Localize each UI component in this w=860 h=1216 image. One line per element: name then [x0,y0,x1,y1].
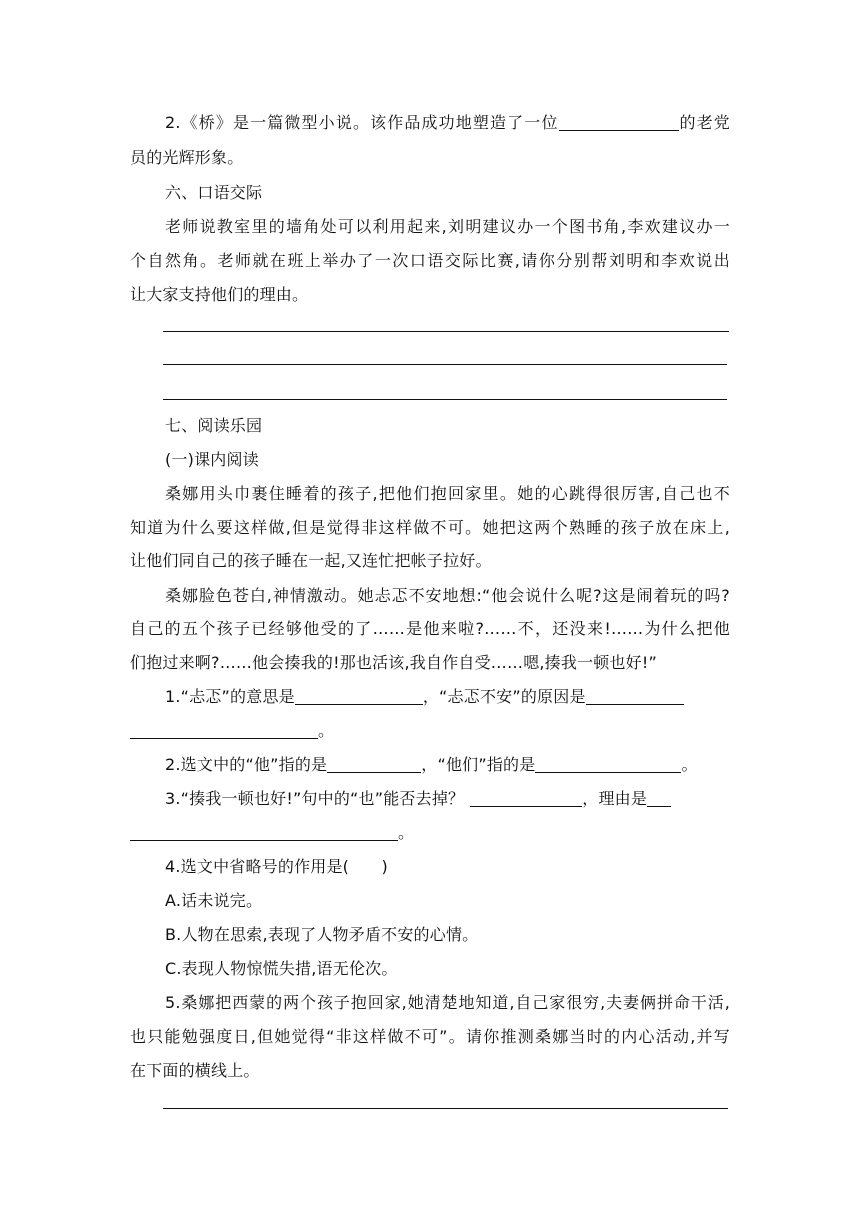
q7-1-period: 。 [318,721,335,740]
q7-3-text-b: ，理由是 [582,789,648,808]
q7-3-blank-yesno[interactable] [470,790,582,807]
passage-p1-line2: 知道为什么要这样做,但是觉得非这样做不可。她把这两个熟睡的孩子放在床上, [130,518,730,537]
q7-1-line1 [165,687,684,707]
q7-4-option-b[interactable]: B.人物在思索,表现了人物矛盾不安的心情。 [165,925,479,944]
q7-1-text: 1.“忐忑”的意思是 [165,687,295,706]
q7-2-blank-they[interactable] [535,756,681,773]
q7-3-blank-reason[interactable] [647,790,671,807]
q7-2-text-b: ，“他们”指的是 [421,755,536,774]
q7-2-period: 。 [681,755,698,774]
q7-1-blank-reason-cont[interactable] [130,722,318,739]
section6-answer-line-1[interactable] [163,331,729,332]
q5-2-line2: 员的光辉形象。 [130,148,244,167]
section7-heading: 七、阅读乐园 [165,416,263,435]
q7-5-line3: 在下面的横线上。 [130,1061,260,1080]
q7-2-line [165,755,698,775]
section6-answer-line-3[interactable] [163,399,727,400]
q7-3-line1 [165,789,671,809]
passage-p1-line1: 桑娜用头巾裹住睡着的孩子,把他们抱回家里。她的心跳得很厉害,自己也不 [165,484,730,503]
q7-5-line2: 也只能勉强度日,但她觉得“非这样做不可”。请你推测桑娜当时的内心活动,并写 [130,1027,730,1046]
section6-para-line3: 让大家支持他们的理由。 [130,285,309,304]
q7-3-line2 [130,823,414,843]
section7-subheading: (一)课内阅读 [165,450,259,469]
q7-1-blank-reason[interactable] [586,688,684,705]
q7-3-blank-reason-cont[interactable] [130,824,398,841]
q7-4-option-c[interactable]: C.表现人物惊慌失措,语无伦次。 [165,959,398,978]
section6-para-line1: 老师说教室里的墙角处可以利用起来,刘明建议办一个图书角,李欢建议办一 [165,217,730,236]
q7-2-text: 2.选文中的“他”指的是 [165,755,328,774]
q5-2-line1 [165,113,730,133]
q7-3-period: 。 [398,823,415,842]
q7-4-question: 4.选文中省略号的作用是( ) [165,857,388,876]
q7-3-text: 3.“揍我一顿也好!”句中的“也”能否去掉？ [165,789,465,808]
q7-1-line2 [130,721,334,741]
passage-p1-line3: 让他们同自己的孩子睡在一起,又连忙把帐子拉好。 [130,551,492,570]
q7-1-text-b: ，“忐忑不安”的原因是 [422,687,586,706]
passage-p2-line3: 们抱过来啊?……他会揍我的!那也活该,我自作自受……嗯,揍我一顿也好!” [130,653,657,672]
q5-2-text: 2.《桥》是一篇微型小说。该作品成功地塑造了一位 [165,113,559,132]
q5-2-text-after: 的老党 [678,113,730,132]
passage-p2-line1: 桑娜脸色苍白,神情激动。她忐忑不安地想:“他会说什么呢?这是闹着玩的吗? [165,586,730,605]
section6-answer-line-2[interactable] [163,364,727,365]
q7-4-option-a[interactable]: A.话未说完。 [165,891,263,910]
passage-p2-line2: 自己的五个孩子已经够他受的了……是他来啦?……不，还没来!……为什么把他 [130,619,730,638]
q7-5-answer-line[interactable] [163,1108,728,1109]
section6-heading: 六、口语交际 [165,183,263,202]
q5-2-answer-blank[interactable] [559,114,679,131]
q7-5-line1: 5.桑娜把西蒙的两个孩子抱回家,她清楚地知道,自己家很穷,夫妻俩拼命干活, [165,993,730,1012]
q7-1-blank-meaning[interactable] [295,688,423,705]
section6-para-line2: 个自然角。老师就在班上举办了一次口语交际比赛,请你分别帮刘明和李欢说出 [130,251,730,270]
q7-2-blank-he[interactable] [327,756,421,773]
